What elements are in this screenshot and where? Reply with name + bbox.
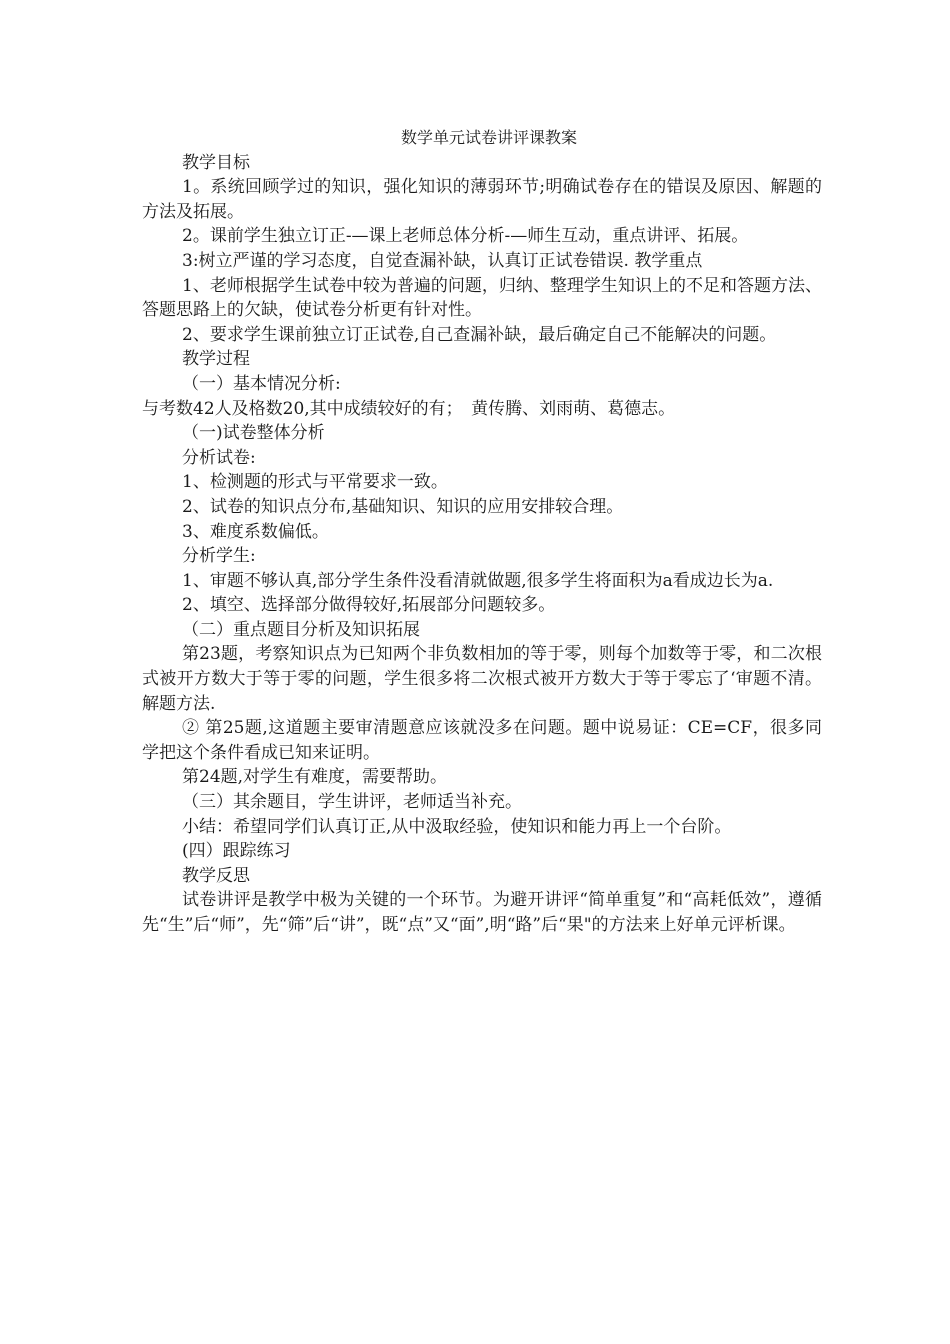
question-23-analysis: 第23题，考察知识点为已知两个非负数相加的等于零，则每个加数等于零，和二次根式被开方数大于等于零的问题，学生很多将二次根式被开方数大于等于零忘了‘审题不清。解题方法.	[142, 644, 822, 714]
heading-teaching-process: 教学过程	[182, 349, 250, 370]
section-key-questions: （二）重点题目分析及知识拓展	[182, 619, 420, 640]
key-point-2: 2、要求学生课前独立订正试卷,自己查漏补缺，最后确定自己不能解决的问题。	[182, 324, 777, 345]
section-overall-analysis: （一)试卷整体分析	[182, 423, 325, 444]
document-body	[142, 126, 822, 938]
paper-point-1: 1、检测题的形式与平常要求一致。	[182, 472, 448, 493]
exam-statistics: 与考数42人及格数20,其中成绩较好的有； 黄传腾、刘雨萌、葛德志。	[142, 398, 676, 419]
heading-reflection: 教学反思	[182, 865, 250, 886]
goal-item-1: 1。系统回顾学过的知识，强化知识的薄弱环节;明确试卷存在的错误及原因、解题的方法及拓展。	[142, 177, 822, 222]
reflection-text: 试卷讲评是教学中极为关键的一个环节。为避开讲评“简单重复”和“高耗低效”，遵循先“生”后“师”，先“筛”后“讲”，既“点”又“面”,明“路”后“果"的方法来上好单元评析课。	[142, 890, 822, 935]
student-point-1: 1、审题不够认真,部分学生条件没看清就做题,很多学生将面积为a看成边长为a.	[182, 570, 774, 591]
subheading-analyze-students: 分析学生:	[182, 546, 256, 567]
paper-point-2: 2、试卷的知识点分布,基础知识、知识的应用安排较合理。	[182, 496, 624, 517]
question-25-analysis: ② 第25题,这道题主要审清题意应该就没多在问题。题中说易证：CE=CF，很多同学把这个条件看成已知来证明。	[142, 718, 822, 763]
goal-item-2: 2。课前学生独立订正-—课上老师总体分析-—师生互动，重点讲评、拓展。	[182, 226, 749, 247]
section-follow-up-practice: (四）跟踪练习	[182, 841, 291, 862]
summary: 小结：希望同学们认真订正,从中汲取经验，使知识和能力再上一个台阶。	[182, 816, 732, 837]
goal-item-3: 3:树立严谨的学习态度，自觉查漏补缺，认真订正试卷错误. 教学重点	[182, 250, 703, 271]
key-point-1: 1、老师根据学生试卷中较为普遍的问题，归纳、整理学生知识上的不足和答题方法、答题思路上的欠缺，使试卷分析更有针对性。	[142, 275, 822, 321]
section-remaining-questions: （三）其余题目，学生讲评，老师适当补充。	[182, 792, 522, 813]
paper-point-3: 3、难度系数偏低。	[182, 521, 329, 542]
question-24-analysis: 第24题,对学生有难度，需要帮助。	[182, 767, 448, 788]
student-point-2: 2、填空、选择部分做得较好,拓展部分问题较多。	[182, 595, 556, 616]
document-title: 数学单元试卷讲评课教案	[400, 128, 577, 147]
heading-teaching-goals: 教学目标	[182, 152, 250, 173]
subheading-analyze-paper: 分析试卷:	[182, 447, 256, 468]
section-basic-analysis: （一）基本情况分析:	[182, 373, 341, 394]
